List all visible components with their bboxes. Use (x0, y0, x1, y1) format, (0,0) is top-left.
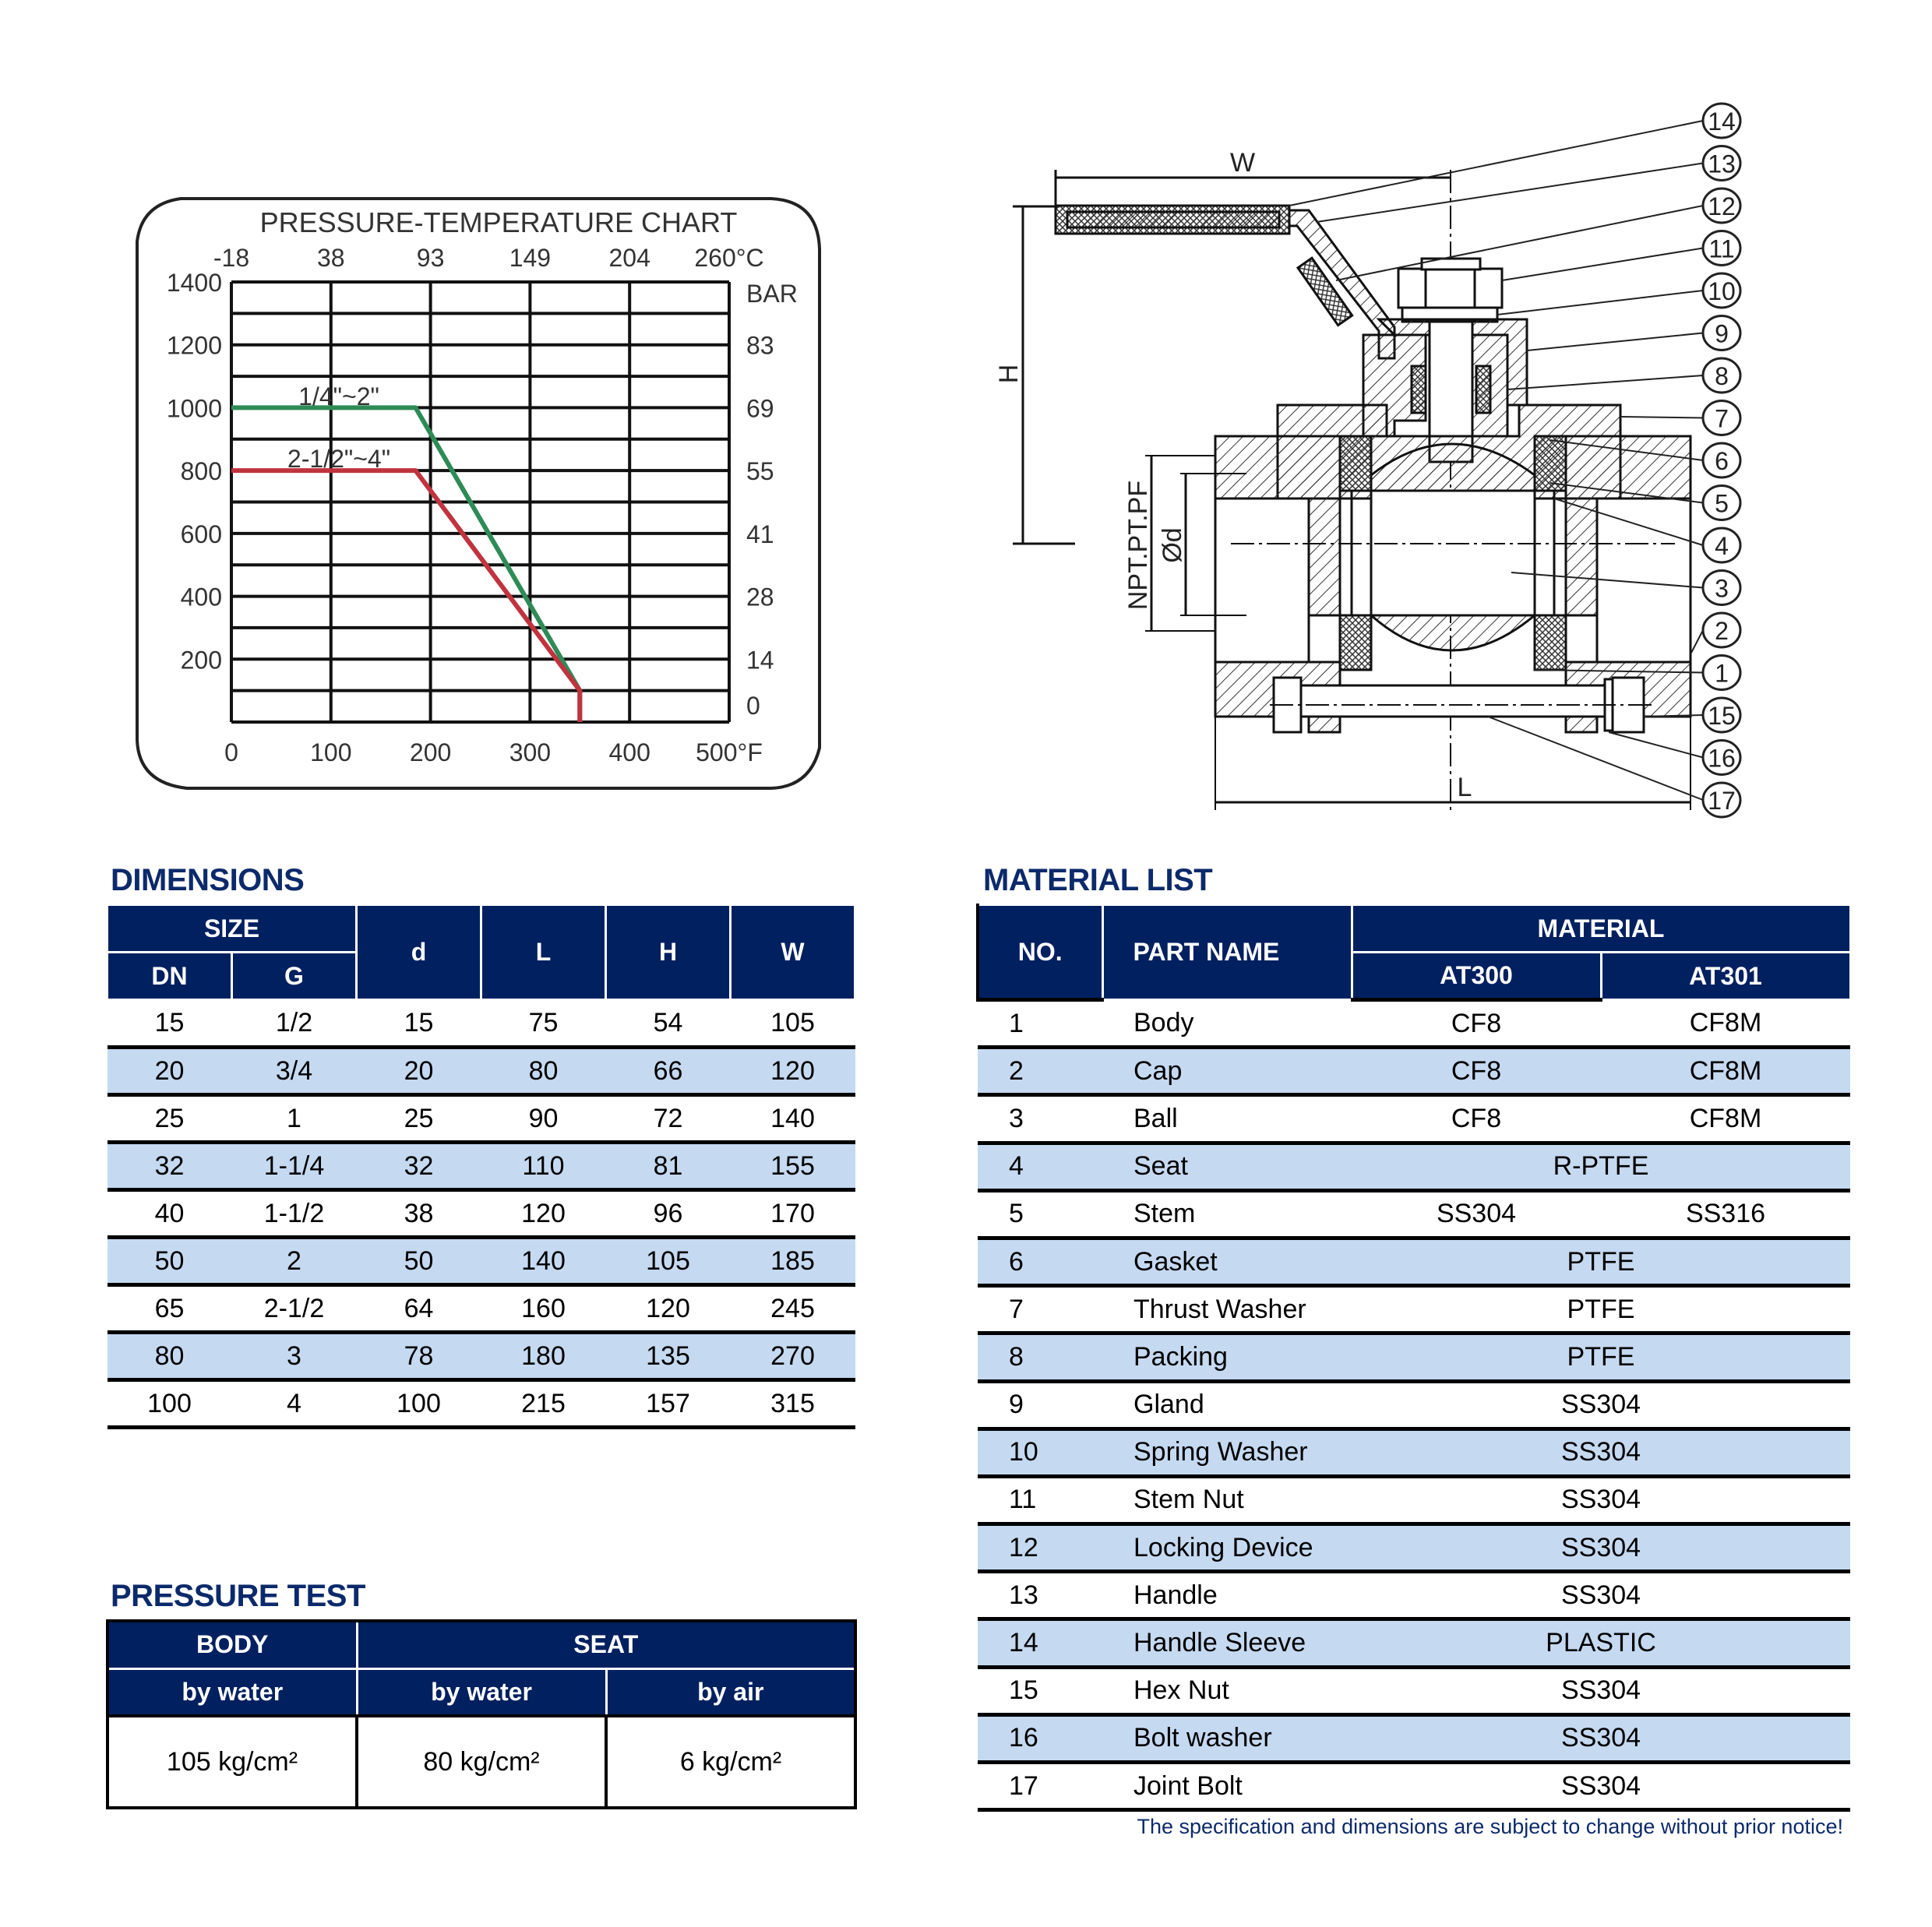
bar-tick-label: 83 (746, 331, 774, 360)
cell-at301: CF8M (1601, 1048, 1850, 1095)
top-tick-label: 93 (416, 244, 445, 272)
dimensions-title: DIMENSIONS (111, 863, 305, 897)
material-list-title: MATERIAL LIST (983, 863, 1213, 897)
cell-l: 110 (481, 1143, 606, 1190)
callout-leader (1289, 121, 1703, 206)
cell-both: PTFE (1352, 1333, 1850, 1381)
cell-d: 64 (357, 1285, 481, 1333)
cell-dn: 25 (108, 1095, 232, 1143)
cell-w: 315 (731, 1380, 855, 1428)
seat-right (1535, 436, 1566, 491)
cell-g: 1-1/4 (232, 1143, 357, 1190)
top-tick-label: 204 (608, 244, 650, 272)
material-row (978, 1572, 1850, 1619)
cell-both: PTFE (1352, 1286, 1850, 1333)
cell-part: Thrust Washer (1102, 1286, 1352, 1333)
cell-g: 2 (232, 1238, 357, 1285)
cell-no: 5 (978, 1190, 1102, 1238)
cell-both: R-PTFE (1352, 1143, 1850, 1190)
cell-no: 13 (978, 1572, 1102, 1619)
callout-leader (1507, 375, 1703, 389)
y-tick-label: 600 (180, 520, 222, 548)
bar-tick-label: 41 (746, 520, 774, 548)
cell-at301: CF8M (1601, 1000, 1850, 1048)
cell-l: 120 (481, 1190, 606, 1238)
top-tick-label: 149 (509, 244, 552, 272)
cell-both: SS304 (1352, 1714, 1850, 1762)
l-label: L (1457, 773, 1472, 802)
cell-h: 81 (606, 1143, 731, 1190)
cell-l: 180 (481, 1333, 606, 1380)
material-row (978, 1619, 1850, 1667)
pressure-temperature-chart (0, 0, 857, 810)
cell-part: Spring Washer (1102, 1429, 1352, 1476)
dimensions-row (108, 1143, 855, 1190)
col-d: d (357, 905, 481, 1000)
callout-number: 3 (1715, 574, 1729, 603)
cell-l: 75 (481, 1000, 606, 1048)
callout-number: 5 (1715, 489, 1729, 518)
cell-h: 135 (606, 1333, 731, 1380)
cell-dn: 50 (108, 1238, 232, 1285)
cell-part: Hex Nut (1102, 1667, 1352, 1714)
dimensions-row (108, 1380, 855, 1428)
cell-d: 20 (357, 1048, 481, 1095)
callout-number: 9 (1715, 319, 1729, 348)
cell-both: PTFE (1352, 1238, 1850, 1285)
h-label: H (994, 364, 1024, 384)
cell-w: 120 (731, 1048, 855, 1095)
callout-number: 6 (1715, 447, 1729, 475)
y-tick-label: 200 (180, 646, 222, 675)
cell-w: 185 (731, 1238, 855, 1285)
y-tick-label: 1400 (166, 269, 222, 297)
cell-part: Locking Device (1102, 1524, 1352, 1572)
cell-h: 105 (606, 1238, 731, 1285)
material-list-table (976, 904, 1852, 1812)
cell-part: Seat (1102, 1143, 1352, 1190)
cell-dn: 100 (108, 1380, 232, 1428)
material-row (978, 1190, 1850, 1238)
cell-g: 2-1/2 (232, 1285, 357, 1333)
top-tick-label: -18 (213, 244, 250, 272)
col-dn: DN (108, 953, 232, 1000)
cell-both: PLASTIC (1352, 1619, 1850, 1667)
cell-at301: SS316 (1601, 1190, 1850, 1238)
cell-d: 50 (357, 1238, 481, 1285)
callout-number: 7 (1715, 404, 1729, 433)
cell-d: 38 (357, 1190, 481, 1238)
chart-title: PRESSURE-TEMPERATURE CHART (259, 206, 738, 238)
cell-d: 32 (357, 1143, 481, 1190)
body-water-value: 105 kg/cm² (108, 1716, 357, 1808)
material-row (978, 1048, 1850, 1095)
cell-part: Packing (1102, 1333, 1352, 1381)
bar-tick-label: 0 (746, 692, 760, 720)
cell-w: 270 (731, 1333, 855, 1380)
cell-part: Handle Sleeve (1102, 1619, 1352, 1667)
callout-number: 4 (1715, 532, 1729, 560)
cell-no: 3 (978, 1095, 1102, 1143)
cell-h: 96 (606, 1190, 731, 1238)
cell-part: Handle (1102, 1572, 1352, 1619)
dimensions-row (108, 1048, 855, 1095)
valve-section-diagram (982, 86, 1792, 833)
packing (1412, 366, 1426, 413)
joint-bolt (1301, 685, 1613, 717)
bar-tick-label: BAR (746, 280, 798, 308)
cell-d: 15 (357, 1000, 481, 1048)
cell-part: Joint Bolt (1102, 1763, 1352, 1810)
cell-d: 100 (357, 1380, 481, 1428)
top-tick-label: 260°C (694, 244, 764, 272)
cell-at300: CF8 (1352, 1000, 1601, 1048)
pressure-test-title: PRESSURE TEST (111, 1579, 365, 1613)
cell-both: SS304 (1352, 1476, 1850, 1524)
cell-h: 54 (606, 1000, 731, 1048)
stem-nut (1398, 269, 1502, 308)
dimensions-row (108, 1285, 855, 1333)
cell-no: 9 (978, 1381, 1102, 1429)
cell-dn: 40 (108, 1190, 232, 1238)
cell-l: 140 (481, 1238, 606, 1285)
cell-w: 155 (731, 1143, 855, 1190)
cell-h: 72 (606, 1095, 731, 1143)
material-row (978, 1095, 1850, 1143)
y-tick-label: 1000 (166, 394, 222, 423)
callout-leader (1690, 630, 1703, 654)
cell-both: SS304 (1352, 1572, 1850, 1619)
series-label-small: 1/4"~2" (298, 382, 379, 410)
col-material: MATERIAL (1352, 905, 1850, 953)
cell-h: 66 (606, 1048, 731, 1095)
seat-left (1340, 436, 1371, 491)
material-row (978, 1238, 1850, 1285)
y-tick-label: 400 (180, 583, 222, 611)
material-row (978, 1333, 1850, 1381)
cell-no: 17 (978, 1763, 1102, 1810)
bar-tick-label: 69 (746, 394, 774, 423)
col-g: G (232, 953, 357, 1000)
cell-part: Bolt washer (1102, 1714, 1352, 1762)
thread-label: NPT.PT.PF (1123, 480, 1153, 611)
material-row (978, 1143, 1850, 1190)
cell-dn: 65 (108, 1285, 232, 1333)
material-row (978, 1476, 1850, 1524)
col-part-name: PART NAME (1102, 905, 1352, 1000)
bar-tick-label: 14 (746, 646, 774, 675)
cell-both: SS304 (1352, 1763, 1850, 1810)
cell-w: 245 (731, 1285, 855, 1333)
x-tick-label: 400 (608, 738, 650, 766)
cell-no: 6 (978, 1238, 1102, 1285)
col-body: BODY (108, 1621, 357, 1668)
chart-grid (231, 282, 729, 722)
cell-at300: CF8 (1352, 1095, 1601, 1143)
cell-l: 160 (481, 1285, 606, 1333)
callout-number: 12 (1708, 192, 1736, 220)
cell-dn: 15 (108, 1000, 232, 1048)
callout-number: 8 (1715, 362, 1729, 390)
cell-no: 11 (978, 1476, 1102, 1524)
dimensions-row (108, 1238, 855, 1285)
dimensions-row (108, 1333, 855, 1380)
d-label: Ød (1158, 527, 1187, 563)
callout-number: 10 (1708, 277, 1736, 305)
cell-part: Stem (1102, 1190, 1352, 1238)
cell-no: 8 (978, 1333, 1102, 1381)
cell-dn: 32 (108, 1143, 232, 1190)
callout-leader (1497, 291, 1703, 315)
material-row (978, 1524, 1850, 1572)
callout-number: 16 (1708, 744, 1736, 773)
material-row (978, 1667, 1850, 1714)
cell-part: Gasket (1102, 1238, 1352, 1285)
callout-number: 2 (1715, 617, 1729, 645)
callout-leader (1336, 206, 1703, 280)
col-body-by-water: by water (108, 1668, 357, 1716)
dimensions-row (108, 1000, 855, 1048)
y-tick-label: 1200 (166, 331, 222, 360)
callout-number: 11 (1708, 234, 1735, 263)
callout-leader (1502, 248, 1703, 281)
ball-bore (1371, 491, 1535, 615)
chart-tick-labels (167, 244, 798, 766)
cell-g: 1/2 (232, 1000, 357, 1048)
bar-tick-label: 28 (746, 583, 774, 611)
callout-number: 13 (1708, 150, 1736, 178)
w-label: W (1229, 148, 1256, 178)
material-row (978, 1381, 1850, 1429)
col-seat-by-water: by water (357, 1668, 606, 1716)
cell-l: 90 (481, 1095, 606, 1143)
cell-h: 157 (606, 1380, 731, 1428)
cell-g: 3 (232, 1333, 357, 1380)
cell-part: Cap (1102, 1048, 1352, 1095)
series-label-large: 2-1/2"~4" (287, 445, 391, 473)
x-tick-label: 200 (409, 738, 452, 766)
material-row (978, 1286, 1850, 1333)
cell-dn: 80 (108, 1333, 232, 1380)
cell-no: 2 (978, 1048, 1102, 1095)
callout-leader (1620, 417, 1703, 418)
col-seat-by-air: by air (606, 1668, 855, 1716)
cell-both: SS304 (1352, 1524, 1850, 1572)
seat-water-value: 80 kg/cm² (357, 1716, 606, 1808)
callout-number: 1 (1715, 659, 1729, 688)
callout-number: 17 (1708, 787, 1736, 815)
cell-no: 12 (978, 1524, 1102, 1572)
material-row (978, 1000, 1850, 1048)
pressure-test-table (106, 1619, 857, 1809)
cell-l: 215 (481, 1380, 606, 1428)
cell-d: 78 (357, 1333, 481, 1380)
cell-part: Gland (1102, 1381, 1352, 1429)
bar-tick-label: 55 (746, 457, 774, 486)
col-no: NO. (978, 905, 1102, 1000)
cell-w: 170 (731, 1190, 855, 1238)
cell-no: 4 (978, 1143, 1102, 1190)
chart-frame (137, 199, 820, 788)
cell-no: 16 (978, 1714, 1102, 1762)
x-tick-label: 500°F (696, 738, 763, 766)
cell-no: 7 (978, 1286, 1102, 1333)
dimensions-row (108, 1095, 855, 1143)
cell-both: SS304 (1352, 1381, 1850, 1429)
col-at300: AT300 (1352, 953, 1601, 1000)
cell-both: SS304 (1352, 1429, 1850, 1476)
material-row (978, 1429, 1850, 1476)
cell-no: 1 (978, 1000, 1102, 1048)
dimensions-table (106, 904, 856, 1429)
col-at301: AT301 (1601, 953, 1850, 1000)
cell-g: 3/4 (232, 1048, 357, 1095)
x-tick-label: 0 (224, 738, 238, 766)
y-tick-label: 800 (180, 457, 222, 486)
col-l: L (481, 905, 606, 1000)
col-seat: SEAT (357, 1621, 855, 1668)
top-tick-label: 38 (317, 244, 345, 272)
callout-number: 14 (1708, 107, 1736, 136)
cell-at300: CF8 (1352, 1048, 1601, 1095)
x-tick-label: 100 (310, 738, 352, 766)
dimensions-row (108, 1190, 855, 1238)
cell-dn: 20 (108, 1048, 232, 1095)
col-w: W (731, 905, 855, 1000)
cell-g: 1 (232, 1095, 357, 1143)
cell-no: 15 (978, 1667, 1102, 1714)
cell-part: Ball (1102, 1095, 1352, 1143)
material-row (978, 1763, 1850, 1810)
disclaimer-footnote: The specification and dimensions are subject to change without prior notice! (1137, 1815, 1843, 1838)
callout-leader (1317, 164, 1703, 223)
cell-g: 1-1/2 (232, 1190, 357, 1238)
cell-w: 140 (731, 1095, 855, 1143)
cell-at301: CF8M (1601, 1095, 1850, 1143)
cell-h: 120 (606, 1285, 731, 1333)
cell-at300: SS304 (1352, 1190, 1601, 1238)
callout-number: 15 (1708, 702, 1736, 730)
cell-g: 4 (232, 1380, 357, 1428)
cell-part: Stem Nut (1102, 1476, 1352, 1524)
material-row (978, 1714, 1850, 1762)
seat-air-value: 6 kg/cm² (606, 1716, 855, 1808)
col-h: H (606, 905, 731, 1000)
cell-part: Body (1102, 1000, 1352, 1048)
col-size: SIZE (108, 905, 357, 953)
callout-leader (1527, 333, 1703, 351)
callout-leader (1609, 732, 1703, 758)
cell-l: 80 (481, 1048, 606, 1095)
cell-no: 14 (978, 1619, 1102, 1667)
cell-no: 10 (978, 1429, 1102, 1476)
x-tick-label: 300 (509, 738, 552, 766)
cell-w: 105 (731, 1000, 855, 1048)
cell-d: 25 (357, 1095, 481, 1143)
cell-both: SS304 (1352, 1667, 1850, 1714)
